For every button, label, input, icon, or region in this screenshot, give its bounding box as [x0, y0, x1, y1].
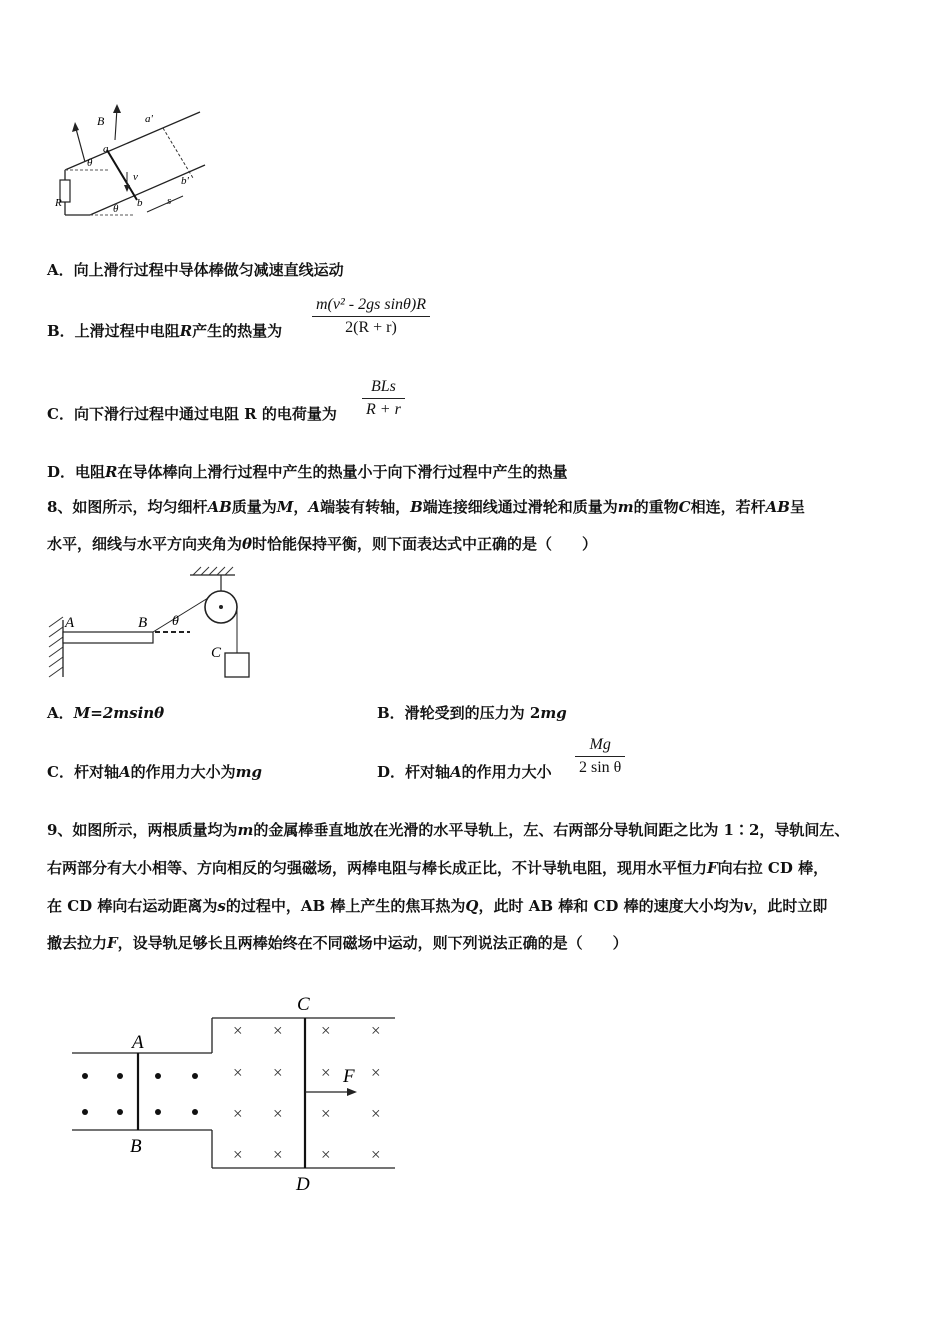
q8-option-d: D．杆对轴A的作用力大小	[377, 763, 552, 781]
svg-text:×: ×	[371, 1063, 381, 1082]
q8-option-a: A．M=2msinθ	[47, 704, 165, 722]
label-theta-bottom: θ	[113, 203, 119, 215]
label-R: R	[55, 197, 62, 209]
svg-text:×: ×	[321, 1104, 331, 1123]
q7-option-c-fraction: BLs R + r	[362, 378, 405, 419]
label-B: B	[138, 615, 148, 631]
label-B: B	[97, 114, 105, 128]
label-b: b	[137, 197, 143, 209]
label-v: v	[133, 171, 138, 183]
q7-option-a: A．向上滑行过程中导体棒做匀减速直线运动	[47, 261, 344, 279]
q7-figure-inclined-rails	[55, 100, 215, 225]
label-b-prime: b'	[181, 175, 189, 187]
label-C: C	[211, 645, 222, 661]
q8-option-b: B．滑轮受到的压力为 2mg	[377, 704, 567, 722]
q8-stem-line-2: 水平，细线与水平方向夹角为θ时恰能保持平衡，则下面表达式中正确的是（ ）	[47, 535, 598, 553]
q8-stem-line-1: 8、如图所示，均匀细杆AB质量为M，A端装有转轴，B端连接细线通过滑轮和质量为m的重物C相连，若杆AB呈	[47, 498, 805, 516]
q8-figure-rod-pulley	[45, 565, 260, 683]
label-theta: θ	[172, 614, 179, 629]
q8-option-c: C．杆对轴A的作用力大小为mg	[47, 763, 262, 781]
label-B: B	[130, 1136, 142, 1157]
svg-text:×: ×	[371, 1145, 381, 1164]
svg-text:×: ×	[273, 1063, 283, 1082]
label-D: D	[296, 1174, 310, 1195]
svg-text:×: ×	[233, 1063, 243, 1082]
lower-rail	[90, 165, 205, 215]
label-a: a	[103, 143, 109, 155]
label-a-prime: a'	[145, 113, 153, 125]
weight-C	[225, 653, 249, 677]
svg-text:×: ×	[273, 1145, 283, 1164]
q9-stem-line-3: 在 CD 棒向右运动距离为s的过程中，AB 棒上产生的焦耳热为Q，此时 AB 棒和 CD 棒的速度大小均为v，此时立即	[47, 897, 828, 915]
rod-AB	[63, 632, 153, 643]
field-dots-out-of-page	[82, 1073, 198, 1115]
label-F: F	[343, 1066, 355, 1087]
label-A: A	[132, 1032, 144, 1053]
label-s: s	[167, 195, 172, 207]
q7-option-c: C．向下滑行过程中通过电阻 R 的电荷量为	[47, 405, 337, 423]
svg-text:×: ×	[321, 1063, 331, 1082]
q9-figure-rails-fields	[70, 990, 400, 1195]
svg-text:×: ×	[371, 1104, 381, 1123]
q9-stem-line-1: 9、如图所示，两根质量均为m的金属棒垂直地放在光滑的水平导轨上，左、右两部分导轨间距之比为 1∶2，导轨间左、	[47, 821, 850, 839]
q7-option-b-fraction: m(v² - 2gs sinθ)R 2(R + r)	[312, 296, 430, 337]
svg-text:×: ×	[321, 1021, 331, 1040]
label-C: C	[297, 994, 310, 1015]
svg-text:×: ×	[233, 1021, 243, 1040]
q9-stem-line-4: 撤去拉力F，设导轨足够长且两棒始终在不同磁场中运动，则下列说法正确的是（ ）	[47, 934, 628, 952]
svg-text:×: ×	[371, 1021, 381, 1040]
svg-text:×: ×	[233, 1104, 243, 1123]
q9-stem-line-2: 右两部分有大小相等、方向相反的匀强磁场，两棒电阻与棒长成正比，不计导轨电阻，现用水平恒力F向右拉 CD 棒，	[47, 859, 829, 877]
label-A: A	[65, 615, 75, 631]
q7-option-b: B．上滑过程中电阻R产生的热量为	[47, 322, 283, 340]
q7-option-d: D．电阻R在导体棒向上滑行过程中产生的热量小于向下滑行过程中产生的热量	[47, 463, 568, 481]
svg-text:×: ×	[273, 1104, 283, 1123]
svg-text:×: ×	[321, 1145, 331, 1164]
svg-text:×: ×	[273, 1021, 283, 1040]
svg-text:×: ×	[233, 1145, 243, 1164]
label-theta-top: θ	[87, 157, 93, 169]
q8-option-d-fraction: Mg 2 sin θ	[575, 736, 625, 777]
